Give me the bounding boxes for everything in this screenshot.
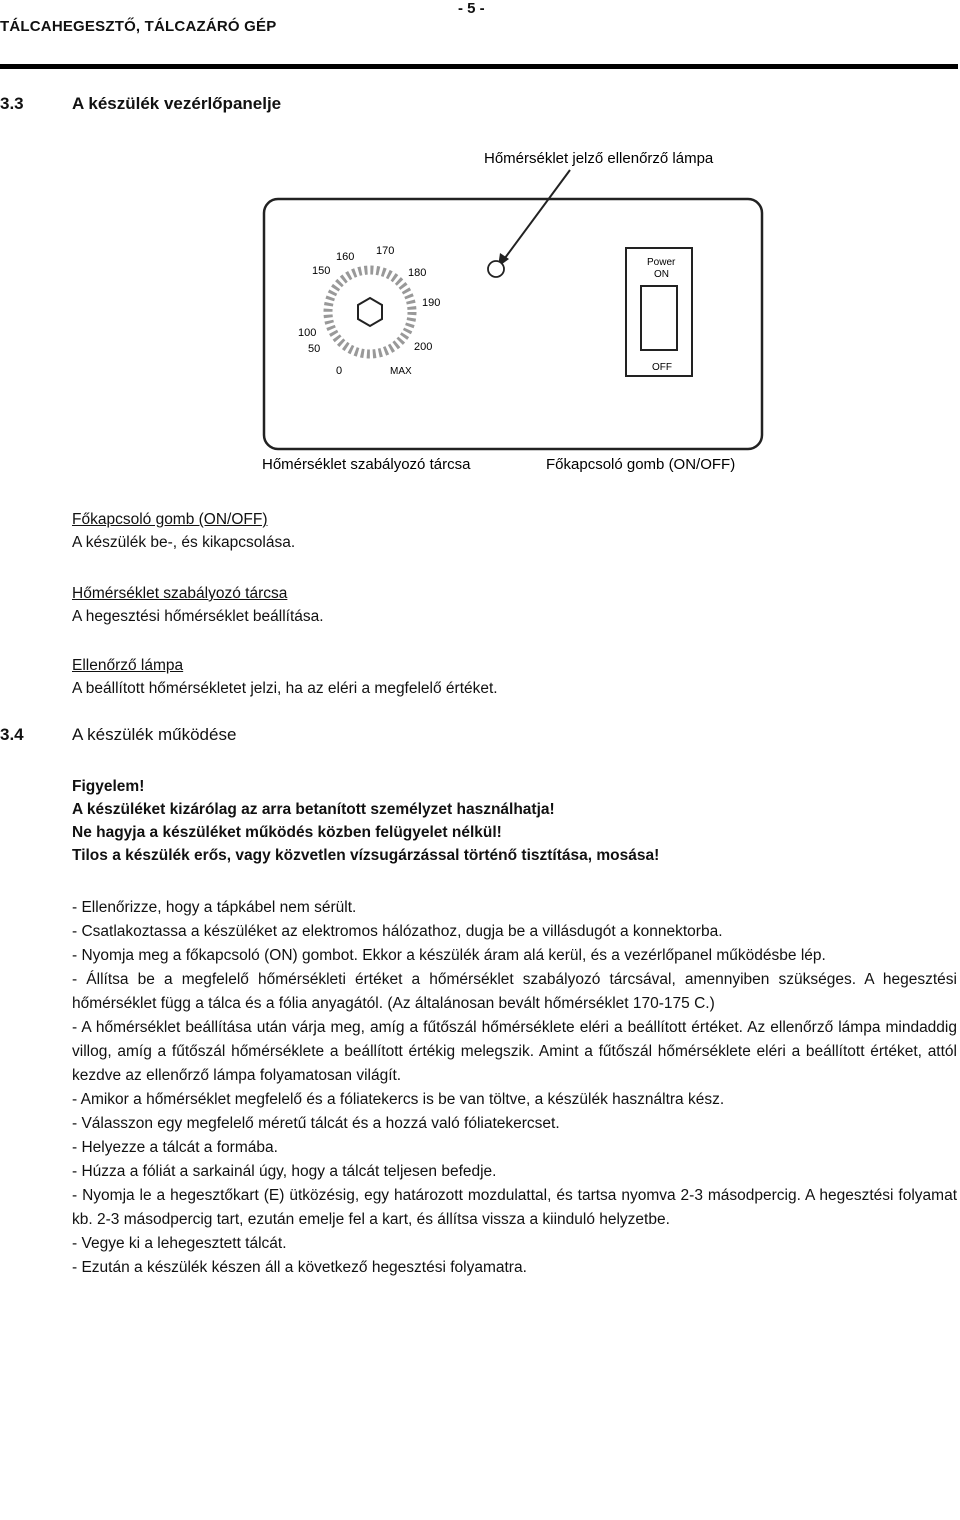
warning-line: Tilos a készülék erős, vagy közvetlen vízsugárzással történő tisztítása, mosása! xyxy=(72,847,660,864)
power-label: Power xyxy=(647,257,676,268)
description-switch xyxy=(72,508,295,554)
page-number: - 5 - xyxy=(458,0,485,17)
section-title: A készülék működése xyxy=(72,725,237,744)
step-item: - Ellenőrizze, hogy a tápkábel nem sérült. xyxy=(72,899,357,916)
step-item: - Állítsa be a megfelelő hőmérsékleti értéket a hőmérséklet szabályozó tárcsával, amennyiben szükséges. A hegesztési hőmérséklet függ a tálca és a fólia anyagától. (Az általánosan bevált hőmérséklet 170-175 C.) xyxy=(72,971,957,1012)
indicator-lamp xyxy=(488,261,504,277)
section-heading-3-4 xyxy=(0,725,236,745)
warning-line: A készüléket kizárólag az arra betanított személyzet használhatja! xyxy=(72,801,555,818)
dial-tick-label: 180 xyxy=(408,267,427,279)
step-item: - Húzza a fóliát a sarkainál úgy, hogy a tálcát teljesen befedje. xyxy=(72,1163,497,1180)
control-panel-figure xyxy=(250,136,780,482)
warning-line: Ne hagyja a készüléket működés közben felügyelet nélkül! xyxy=(72,824,502,841)
dial-knob xyxy=(358,298,382,326)
dial-tick-label: 150 xyxy=(312,265,331,277)
switch-callout-label: Főkapcsoló gomb (ON/OFF) xyxy=(546,456,736,473)
header-divider xyxy=(0,64,958,69)
description-title: Főkapcsoló gomb (ON/OFF) xyxy=(72,511,268,528)
document-title: TÁLCAHEGESZTŐ, TÁLCAZÁRÓ GÉP xyxy=(0,18,277,35)
description-dial xyxy=(72,582,324,628)
step-item: - Amikor a hőmérséklet megfelelő és a fóliatekercs is be van töltve, a készülék használtra kész. xyxy=(72,1091,725,1108)
description-text: A beállított hőmérsékletet jelzi, ha az eléri a megfelelő értéket. xyxy=(72,680,498,697)
lamp-callout-label: Hőmérséklet jelző ellenőrző lámpa xyxy=(484,150,714,167)
section-heading-3-3 xyxy=(0,94,281,114)
dial-tick-label: 160 xyxy=(336,251,355,263)
dial-tick-label: 100 xyxy=(298,327,317,339)
power-off-label: OFF xyxy=(652,362,672,373)
dial-tick-label: MAX xyxy=(390,366,412,377)
dial-tick-label: 50 xyxy=(308,343,321,355)
dial-callout-label: Hőmérséklet szabályozó tárcsa xyxy=(262,456,471,473)
operating-steps xyxy=(72,896,957,1280)
description-title: Ellenőrző lámpa xyxy=(72,657,184,674)
section-number: 3.3 xyxy=(0,94,24,113)
dial-tick-label: 0 xyxy=(336,365,343,377)
power-on-label: ON xyxy=(654,269,669,280)
section-number: 3.4 xyxy=(0,725,24,744)
step-item: - A hőmérséklet beállítása után várja meg, amíg a fűtőszál hőmérséklete eléri a beállított értéket. Az ellenőrző lámpa mindaddig villog, amíg a fűtőszál hőmérséklete a beállított értékig melegszik. Amint a fűtőszál hőmérséklete eléri a beállított értéket, attól kezdve az ellenőrző lámpa folyamatosan világít. xyxy=(72,1019,957,1084)
step-item: - Csatlakoztassa a készüléket az elektromos hálózathoz, dugja be a villásdugót a konnektorba. xyxy=(72,923,723,940)
warning-block xyxy=(72,775,659,867)
section-title: A készülék vezérlőpanelje xyxy=(72,94,282,113)
description-text: A hegesztési hőmérséklet beállítása. xyxy=(72,608,324,625)
step-item: - Vegye ki a lehegesztett tálcát. xyxy=(72,1235,287,1252)
description-title: Hőmérséklet szabályozó tárcsa xyxy=(72,585,288,602)
step-item: - Nyomja le a hegesztőkart (E) ütközésig, egy határozott mozdulattal, és tartsa nyomva 2-3 másodpercig. A hegesztési folyamat kb. 2-3 másodpercig tart, ezután emelje fel a kart, és állítsa vissza a kiinduló helyzetbe. xyxy=(72,1187,957,1228)
step-item: - Válasszon egy megfelelő méretű tálcát és a hozzá való fóliatekercset. xyxy=(72,1115,560,1132)
step-item: - Ezután a készülék készen áll a következő hegesztési folyamatra. xyxy=(72,1259,527,1276)
dial-tick-label: 190 xyxy=(422,297,441,309)
step-item: - Nyomja meg a főkapcsoló (ON) gombot. Ekkor a készülék áram alá kerül, és a vezérlőpanel működésbe lép. xyxy=(72,947,826,964)
dial-tick-label: 200 xyxy=(414,341,433,353)
dial-tick-label: 170 xyxy=(376,245,395,257)
description-text: A készülék be-, és kikapcsolása. xyxy=(72,534,296,551)
step-item: - Helyezze a tálcát a formába. xyxy=(72,1139,278,1156)
warning-heading: Figyelem! xyxy=(72,778,145,795)
description-lamp xyxy=(72,654,498,700)
